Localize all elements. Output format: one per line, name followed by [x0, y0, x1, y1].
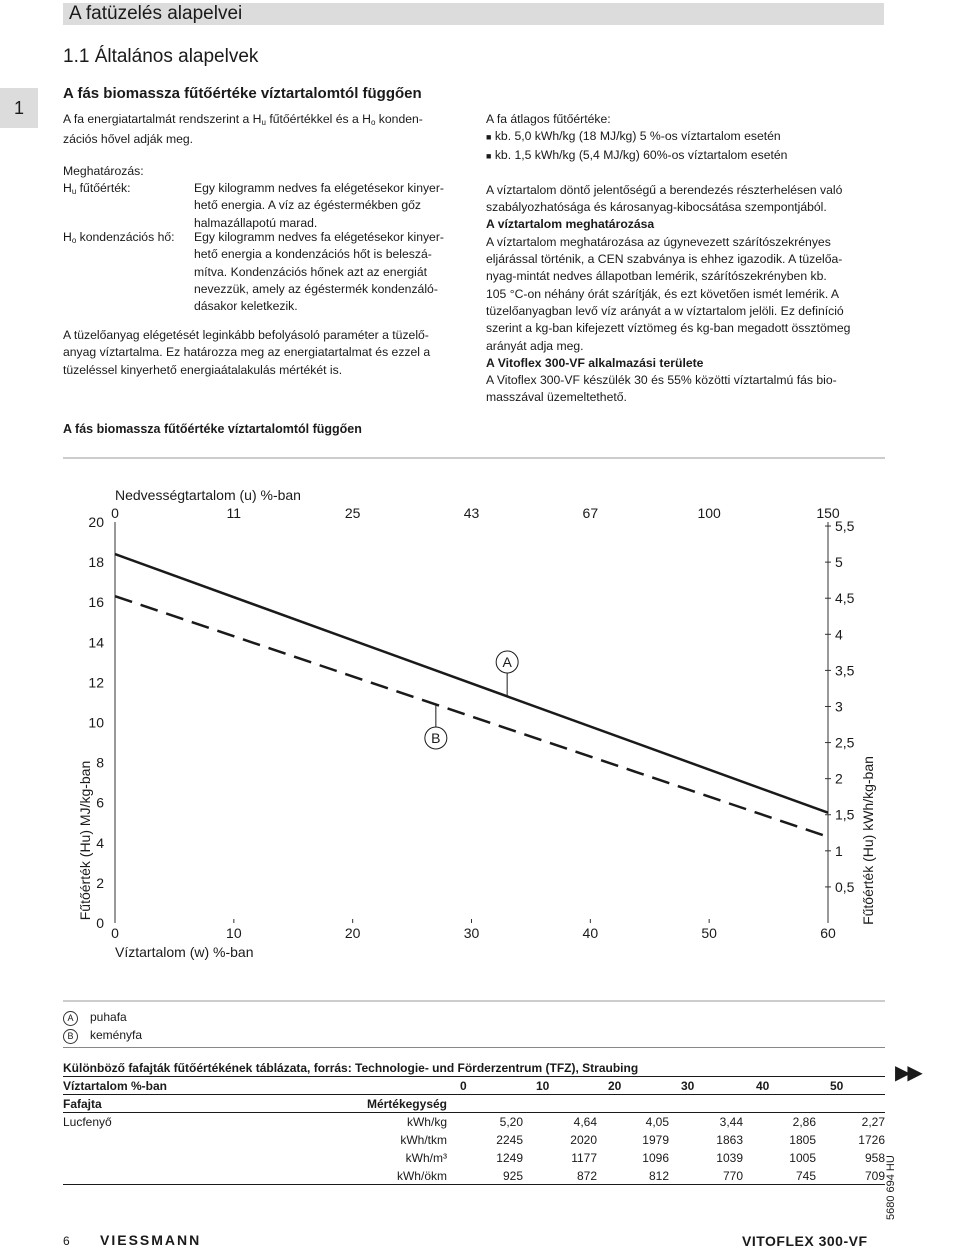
legend-key-a: A [63, 1011, 78, 1026]
top-tick-label: 0 [111, 505, 119, 521]
top-tick-label: 67 [582, 505, 599, 521]
x-axis-title: Víztartalom (w) %-ban [115, 944, 254, 960]
y-tick-label: 10 [88, 714, 104, 731]
species-table [63, 1059, 885, 1185]
table-row: kWh/ökm 925 872 812 770 745 709 [396, 1169, 885, 1183]
y-tick-label: 4 [96, 834, 104, 851]
bullet-item: ■ kb. 5,0 kWh/kg (18 MJ/kg) 5 %-os víztartalom esetén [486, 129, 781, 144]
x-tick-label: 0 [111, 925, 119, 941]
top-tick-label: 43 [463, 505, 480, 521]
intro-paragraph: A fa energiatartalmát rendszerint a $H_u$ fűtőértékkel és a $H_o$ konden- zációs hővel adják meg. [63, 112, 423, 147]
y-right-tick-label: 4,5 [835, 590, 855, 607]
x-tick-label: 60 [820, 925, 836, 941]
heading-application: A Vitoflex 300-VF alkalmazási területe [486, 355, 704, 370]
x-tick-label: 40 [582, 925, 599, 941]
hu-term: $H_u$ fűtőérték: [63, 181, 131, 196]
legend [63, 1008, 142, 1044]
avg-heading: A fa átlagos fűtőértéke: [486, 112, 611, 126]
top-tick-label: 150 [816, 505, 840, 521]
table-row: kWh/tkm 2245 2020 1979 1863 1805 1726 [400, 1133, 885, 1147]
table-separator [63, 1047, 885, 1048]
chapter-tab: 1 [0, 88, 38, 128]
y-tick-label: 20 [88, 514, 104, 530]
y-right-tick-label: 2,5 [835, 734, 855, 751]
y-right-tick-label: 4 [835, 626, 843, 643]
subtitle: A fás biomassza fűtőértéke víztartalomtól függően [63, 85, 422, 102]
y-tick-label: 12 [88, 674, 104, 691]
page-number: 6 [63, 1234, 70, 1248]
legend-item: A puhafa [63, 1008, 142, 1026]
x-tick-label: 50 [701, 925, 717, 941]
viessmann-logo: VIESSMANN [100, 1232, 202, 1248]
y-right-tick-label: 3,5 [835, 662, 855, 679]
heading-measurement: A víztartalom meghatározása [486, 217, 655, 232]
hu-definition: Egy kilogramm nedves fa elégetésekor kinyer- hető energia. A víz az égéstermékben gőz halmazállapotú marad. [194, 181, 444, 230]
y-tick-label: 18 [88, 554, 104, 571]
ho-definition: Egy kilogramm nedves fa elégetésekor kinyer- hető energia a kondenzációs hőt is beleszá- mítva. Kondenzációs hőnek azt az energiát nevezzük, amely az égéstermék kondenzáló- dásakor keletkezik. [194, 230, 444, 314]
doc-number-wrap [880, 1130, 910, 1225]
chapter-title: A fatüzelés alapelvei [69, 3, 243, 24]
y-right-tick-label: 1,5 [835, 806, 855, 823]
y-tick-label: 0 [96, 915, 104, 931]
y-axis-right-title: Fűtőérték (Hu) kWh/kg-ban [860, 756, 876, 925]
y-right-tick-label: 5,5 [835, 518, 855, 535]
table-row: Lucfenyő kWh/kg 5,20 4,64 4,05 3,44 2,86 2,27 [63, 1115, 885, 1129]
x-tick-label: 10 [226, 925, 242, 941]
top-tick-label: 100 [697, 505, 721, 521]
series-line-b [115, 596, 828, 837]
section-title: 1.1 Általános alapelvek [63, 46, 259, 67]
top-axis-title: Nedvességtartalom (u) %-ban [115, 487, 301, 503]
y-right-tick-label: 1 [835, 842, 843, 859]
series-line-a [115, 554, 828, 813]
top-tick-label: 25 [344, 505, 361, 521]
ho-term: $H_o$ kondenzációs hő: [63, 230, 175, 245]
table-row: kWh/m³ 1249 1177 1096 1039 1005 958 [405, 1151, 885, 1165]
chart-caption: A fás biomassza fűtőértéke víztartalomtól függően [63, 422, 362, 436]
fuel-paragraph: A tüzelőanyag elégetését leginkább befolyásoló paraméter a tüzelő- anyag víztartalma. Ez határozza meg az energiatartalmat és ezzel a tüzeléssel kinyerhető energiaátalakulás mértékét is. [63, 328, 431, 377]
table-subheader-row: Fafajta Mértékegység [63, 1097, 447, 1111]
product-name: VITOFLEX 300-VF [742, 1233, 868, 1249]
right-column: A fa átlagos fűtőértéke: ■ kb. 5,0 kWh/kg (18 MJ/kg) 5 %-os víztartalom esetén ■ kb. 1,5 kWh/kg (5,4 MJ/kg) 60%-os víztartalom esetén A víztartalom döntő jelentőségű a berendezés részterhelésen való szabályozhatósága és károsanyag-kibocsátása szempontjából. A víztartalom meghatározása A víztartalom meghatározása az úgynevezett szárítószekrényes eljárással történik, a CEN szabványa is ehhez igazodik. A tüzelőa- nyag-mintát nedves állapotban lemérik, szárítószekrényben kb. 105 °C-on néhány órát szárítják, és ezt követően ismét lemérik. A tüzelőanyagban levő víz arányát a w víztartalom jelöli. Ez definíció szerint a kg-ban kifejezett víztömeg és kg-ban megadott össztömeg arányát adja meg. A Vitoflex 300-VF alkalmazási területe A Vitoflex 300-VF készülék 30 és 55% közötti víztartalmú fás bio- masszával üzemeltethető. [486, 111, 886, 407]
y-right-tick-label: 3 [835, 698, 843, 715]
y-right-tick-label: 5 [835, 554, 843, 571]
x-tick-label: 20 [344, 925, 361, 941]
table-title: Különböző fafajták fűtőértékének táblázata, forrás: Technologie- und Förderzentrum (TFZ), Straubing [63, 1061, 639, 1075]
y-tick-label: 16 [88, 594, 104, 611]
definitions-heading: Meghatározás: [63, 164, 144, 178]
bullet-item: ■ kb. 1,5 kWh/kg (5,4 MJ/kg) 60%-os víztartalom esetén [486, 147, 788, 162]
x-tick-label: 30 [463, 925, 480, 941]
annotation-label-b: B [431, 730, 441, 746]
next-page-arrows[interactable]: ▶▶ [895, 1062, 920, 1084]
top-tick-label: 11 [226, 505, 242, 521]
y-right-tick-label: 2 [835, 770, 843, 787]
y-right-tick-label: 0,5 [835, 878, 855, 895]
table-header-row: Víztartalom %-ban 0 10 20 30 40 50 [63, 1079, 844, 1093]
doc-number: 5680 694 HU [885, 1155, 897, 1220]
y-axis-title: Fűtőérték (Hu) MJ/kg-ban [77, 760, 93, 921]
y-tick-label: 8 [96, 754, 104, 771]
y-tick-label: 6 [96, 794, 104, 811]
legend-key-b: B [63, 1029, 78, 1044]
y-tick-label: 2 [96, 874, 104, 891]
annotation-label-a: A [502, 654, 512, 670]
legend-item: B keményfa [63, 1026, 142, 1044]
y-tick-label: 14 [88, 634, 104, 651]
